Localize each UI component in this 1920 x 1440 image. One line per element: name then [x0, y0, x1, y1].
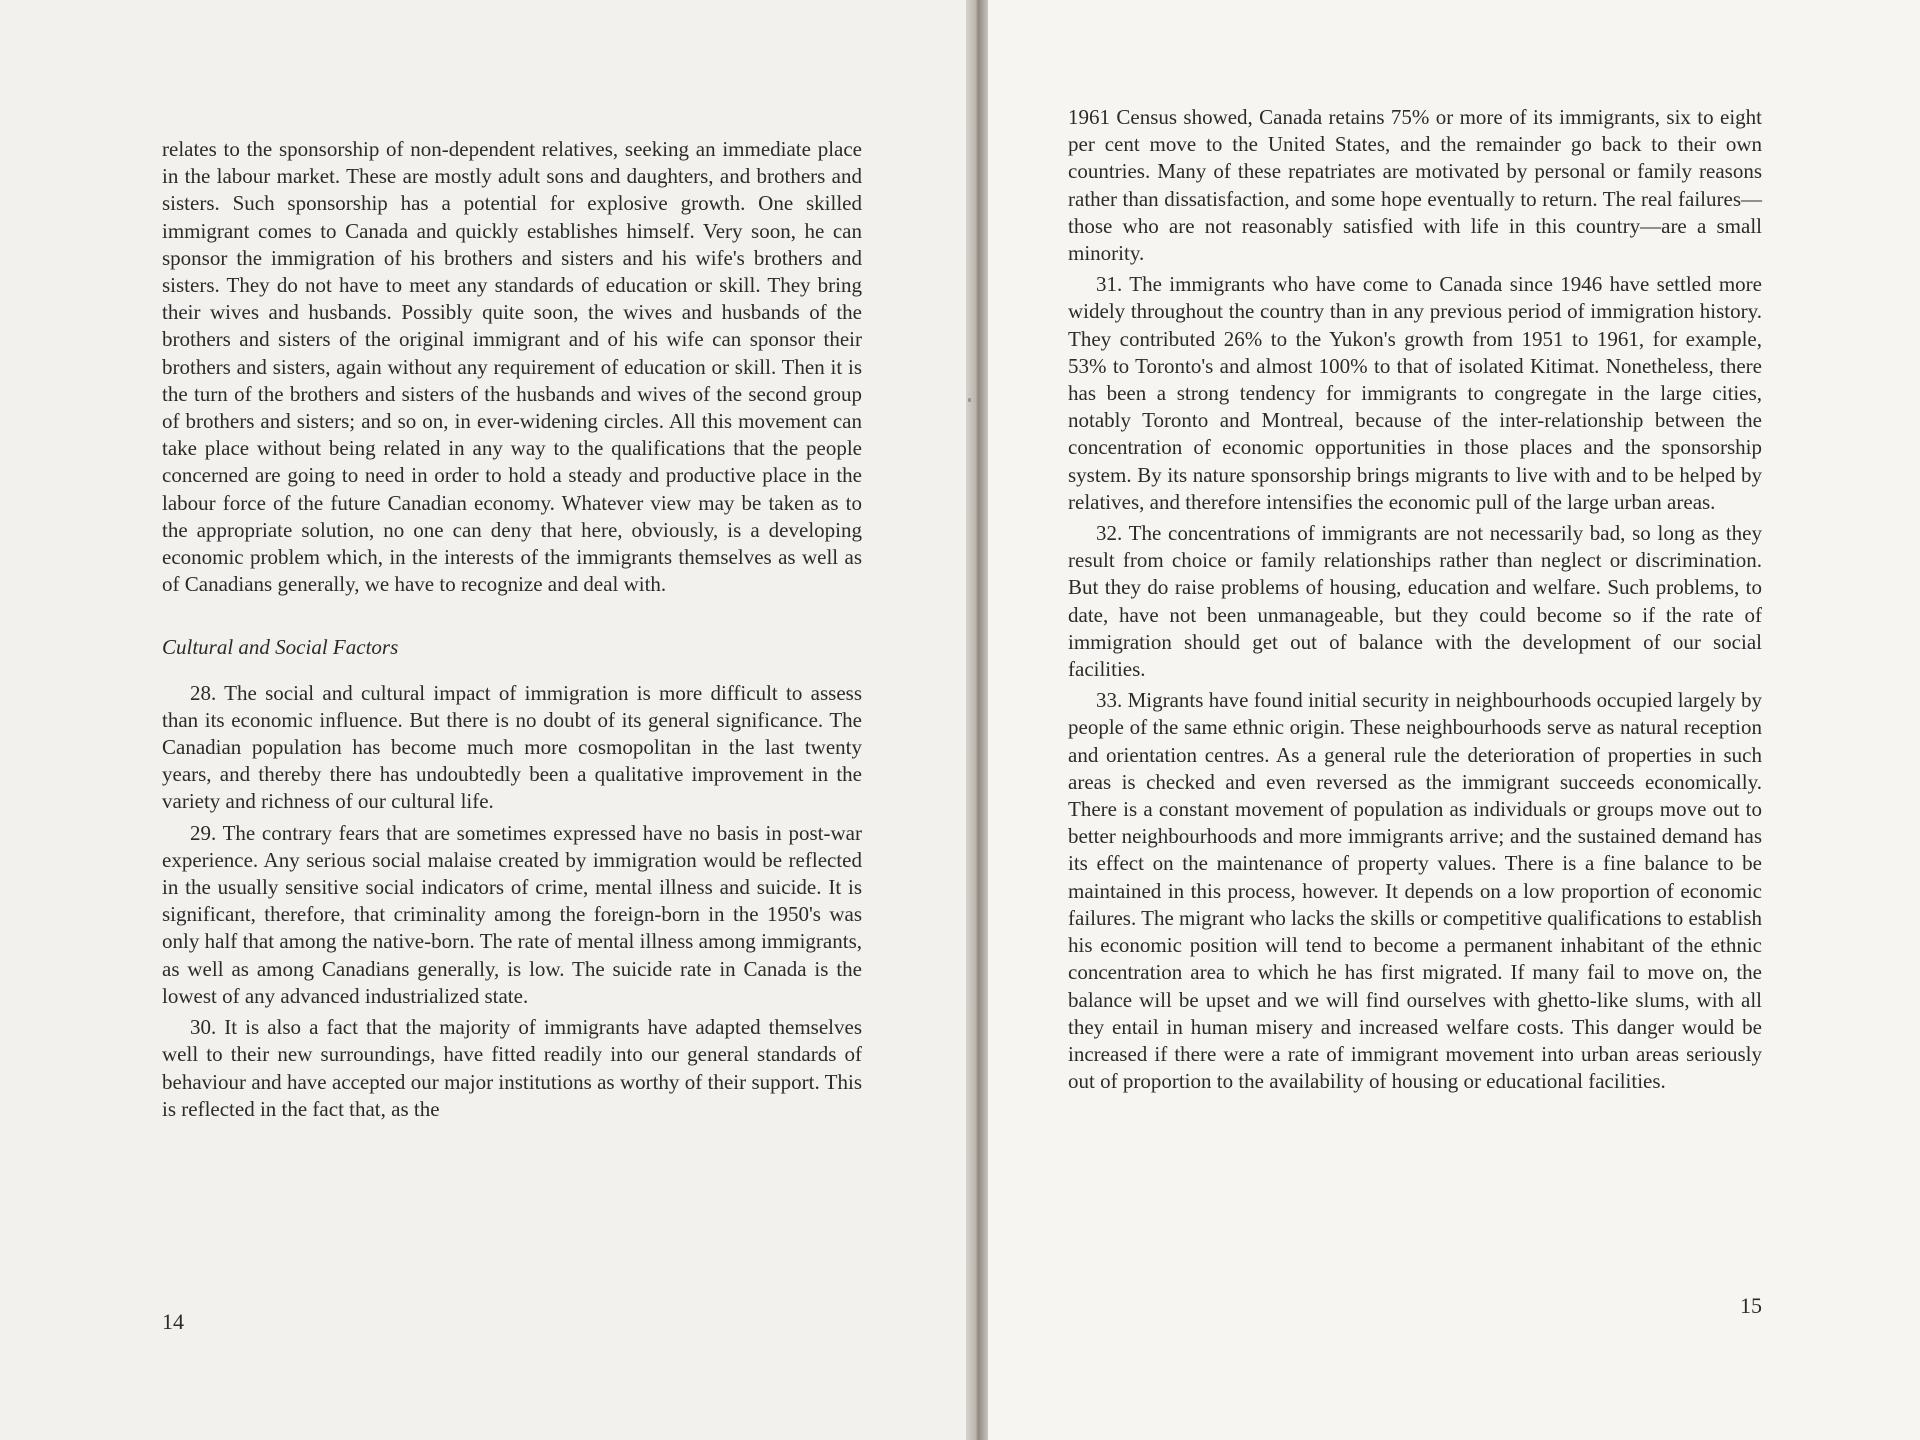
- right-text-block: [1068, 104, 1762, 1095]
- section-heading: Cultural and Social Factors: [162, 635, 399, 660]
- paragraph-28: 28. The social and cultural impact of immigration is more difficult to assess than its economic influence. But there is no doubt of its general significance. The Canadian population has become much more cosmopolitan in the last twenty years, and thereby there has undoubtedly been a qualitative improvement in the variety and richness of our cultural life.: [162, 680, 862, 814]
- binding-speck: [968, 398, 971, 402]
- paragraph-31: 31. The immigrants who have come to Canada since 1946 have settled more widely throughout the country than in any previous period of immigration history. They contributed 26% to the Yukon's growth from 1951 to 1961, for example, 53% to Toronto's and almost 100% to that of isolated Kitimat. Nonetheless, there has been a strong tendency for immigrants to congregate in the large cities, notably Toronto and Montreal, because of the inter-relationship between the concentration of economic opportunities in those places and the sponsorship system. By its nature sponsorship brings migrants to live with and to be helped by relatives, and therefore intensifies the economic pull of the large urban areas.: [1068, 272, 1762, 514]
- page-number-right: 15: [1740, 1293, 1762, 1318]
- page-number-left: 14: [162, 1309, 184, 1334]
- paragraph-33: 33. Migrants have found initial security in neighbourhoods occupied largely by people of the same ethnic origin. These neighbourhoods serve as natural reception and orientation centres. As a general rule the deterioration of properties in such areas is checked and even reversed as the immigrant succeeds economically. There is a constant movement of population as individuals or groups move out to better neighbourhoods and more immigrants arrive; and the sustained demand has its effect on the maintenance of property values. There is a fine balance to be maintained in this process, however. It depends on a low proportion of economic failures. The migrant who lacks the skills or competitive qualifications to establish his economic position will tend to become a permanent inhabitant of the ethnic concentration area to which he has first migrated. If many fail to move on, the balance will be upset and we will find ourselves with ghetto-like slums, with all they entail in human misery and increased welfare costs. This danger would be increased if there were a rate of immigrant movement into urban areas seriously out of proportion to the availability of housing or educational facilities.: [1068, 688, 1762, 1094]
- right-page: [988, 0, 1920, 1440]
- book-gutter: [966, 0, 988, 1440]
- left-text-block: [162, 136, 862, 1123]
- paragraph-29: 29. The contrary fears that are sometimes expressed have no basis in post-war experience. Any serious social malaise created by immigration would be reflected in the usually sensitive social indicators of crime, mental illness and suicide. It is significant, therefore, that criminality among the foreign-born in the 1950's was only half that among the native-born. The rate of mental illness among immigrants, as well as among Canadians generally, is low. The suicide rate in Canada is the lowest of any advanced industrialized state.: [162, 820, 862, 1008]
- paragraph-32: 32. The concentrations of immigrants are not necessarily bad, so long as they result from choice or family relationships rather than neglect or discrimination. But they do raise problems of housing, education and welfare. Such problems, to date, have not been unmanageable, but they could become so if the rate of immigration should get out of balance with the development of our social facilities.: [1068, 521, 1762, 682]
- paragraph-30: 30. It is also a fact that the majority of immigrants have adapted themselves well to their new surroundings, have fitted readily into our general standards of behaviour and have accepted our major institutions as worthy of their support. This is reflected in the fact that, as the: [162, 1015, 862, 1121]
- paragraph-census-continuation: 1961 Census showed, Canada retains 75% or more of its immigrants, six to eight per cent move to the United States, and the remainder go back to their own countries. Many of these repatriates are motivated by personal or family reasons rather than dissatisfaction, and some hope eventually to return. The real failures—those who are not reasonably satisfied with life in this country—are a small minority.: [1068, 105, 1762, 266]
- paragraph-continuation: relates to the sponsorship of non-dependent relatives, seeking an immediate place in the labour market. These are mostly adult sons and daughters, and brothers and sisters. Such sponsorship has a potential for explosive growth. One skilled immigrant comes to Canada and quickly establishes himself. Very soon, he can sponsor the immigration of his brothers and sisters and his wife's brothers and sisters. They do not have to meet any standards of education or skill. They bring their wives and husbands. Possibly quite soon, the wives and husbands of the brothers and sisters of the original immigrant and of his wife can sponsor their brothers and sisters, again without any requirement of education or skill. Then it is the turn of the brothers and sisters of the husbands and wives of the second group of brothers and sisters; and so on, in ever-widening circles. All this movement can take place without being related in any way to the qualifications that the people concerned are going to need in order to hold a steady and productive place in the labour force of the future Canadian economy. Whatever view may be taken as to the appropriate solution, no one can deny that here, obviously, is a developing economic problem which, in the interests of the immigrants themselves as well as of Canadians generally, we have to recognize and deal with.: [162, 137, 862, 597]
